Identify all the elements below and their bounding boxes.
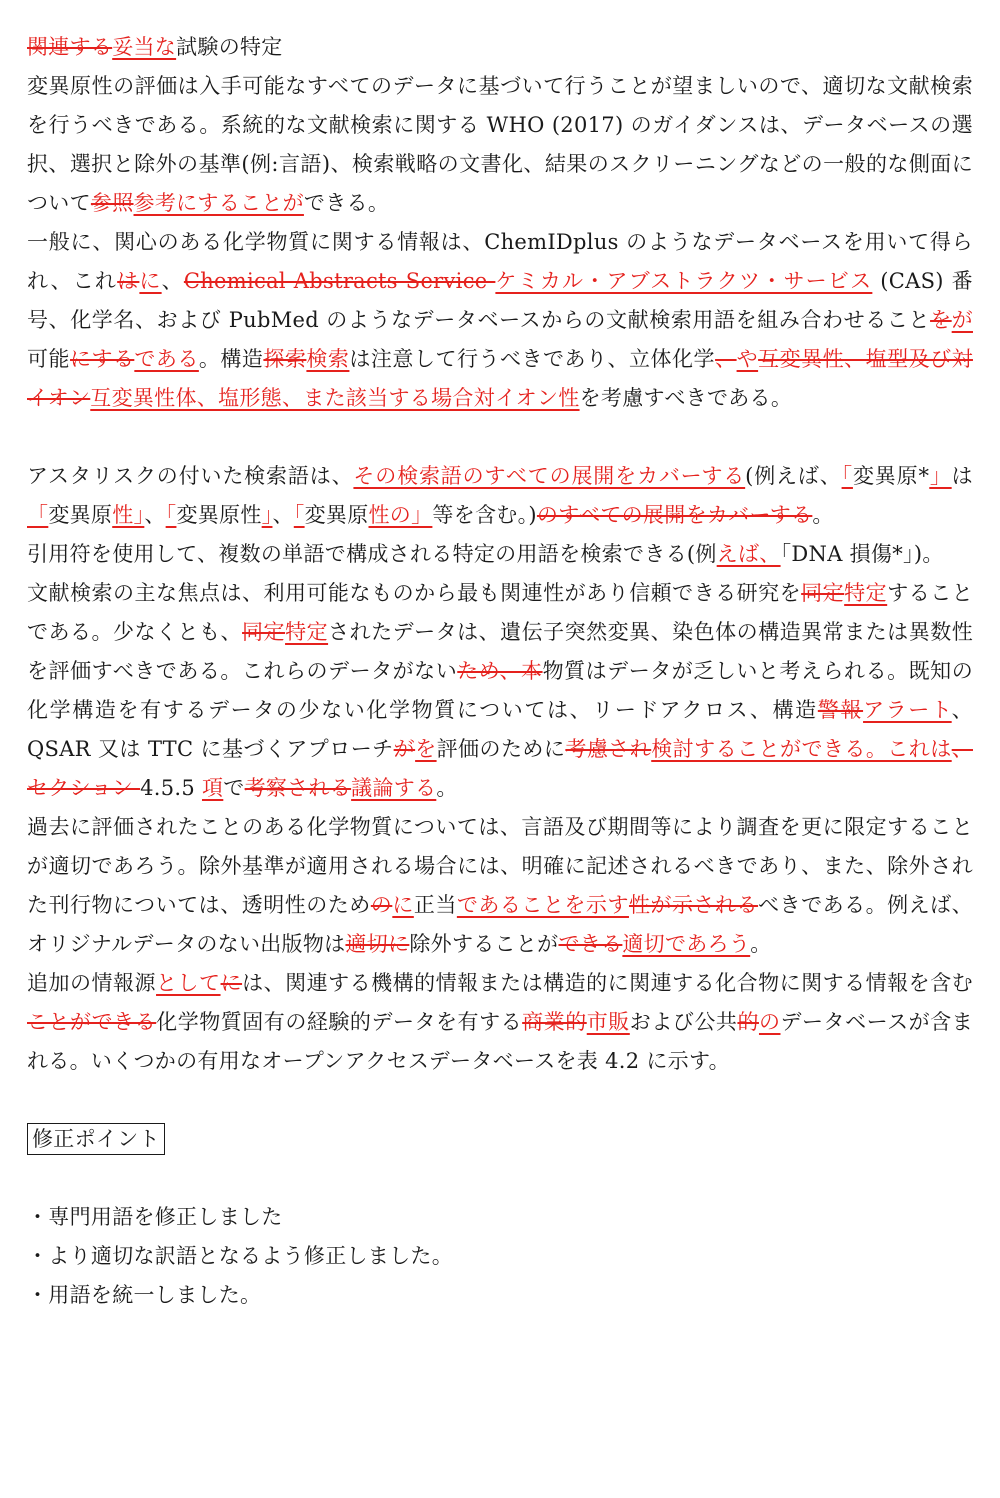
text-run: できる。 [303, 191, 390, 215]
inserted-text: 参考にすることが [133, 191, 304, 215]
inserted-text: として [156, 971, 221, 995]
text-run: (CAS) 番号、化学名、および PubMed のようなデータベースからの文献検索用語を組み合わせること [27, 269, 973, 332]
inserted-text: 適切であろう [622, 932, 751, 956]
deleted-text: Chemical Abstracts Service [183, 269, 496, 293]
deleted-text: を [930, 308, 952, 332]
deleted-text: 考察される [244, 776, 352, 800]
deleted-text: ため、本 [457, 659, 543, 683]
deleted-text: 適切に [345, 932, 410, 956]
deleted-text: 考慮され [565, 737, 652, 761]
text-run: 、 [272, 503, 294, 527]
text-run: 試験の特定 [176, 35, 283, 59]
text-run: 等を含む。) [432, 503, 537, 527]
text-run: 一般に、関心のある化学物質に関する情報は、ChemIDplus のようなデータベースを用いて得られ、これ [27, 230, 973, 293]
inserted-text: 互変異性体、塩形態、また該当する場合対イオン性 [90, 386, 580, 410]
text-run: 変異原性 [176, 503, 262, 527]
inserted-text: ケミカル・アブストラクツ・サービス [495, 269, 873, 293]
text-run: 、 [144, 503, 166, 527]
document-body [27, 28, 973, 1315]
text-run: 物質はデータが乏しいと考えられる。既知の化学構造を有するデータの少ない化学物質については、リードアクロス、構造 [27, 659, 973, 722]
revision-point: ・用語を統一しました。 [27, 1283, 262, 1307]
deleted-text: 的 [737, 1010, 759, 1034]
paragraph [27, 457, 973, 535]
text-run: データベースが含まれる。いくつかの有用なオープンアクセスデータベースを表 4.2 に示す。 [27, 1010, 973, 1073]
deleted-text: のすべての展開をカバーする [536, 503, 813, 527]
text-run: 、 [161, 269, 184, 293]
inserted-text: 「 [27, 503, 49, 527]
inserted-text: 」 [261, 503, 273, 527]
inserted-text: 性の」 [368, 503, 433, 527]
revision-points-list [27, 1198, 973, 1315]
inserted-text: の [758, 1010, 781, 1034]
deleted-text: 関連する [27, 35, 113, 59]
text-run: および公共 [629, 1010, 738, 1034]
text-run: 。 [436, 776, 458, 800]
deleted-text: できる [558, 932, 623, 956]
inserted-text: 「 [293, 503, 305, 527]
text-run: 。 [812, 503, 834, 527]
inserted-text: である [134, 347, 199, 371]
deleted-text: ことができる [27, 1010, 157, 1034]
text-run: を考慮すべきである。 [579, 386, 793, 410]
inserted-text: であることを示す [456, 893, 629, 917]
text-run: 「DNA 損傷*」)。 [780, 542, 944, 566]
inserted-text: 特定 [285, 620, 329, 644]
text-run: は注意して行うべきであり、立体化学 [349, 347, 716, 371]
text-run: 。 [750, 932, 772, 956]
text-run: 除外することが [409, 932, 559, 956]
text-run: されたデータは、遺伝子突然変異、染色体の構造異常または異数性を評価すべきである。これらのデータがない [27, 620, 973, 683]
inserted-text: 検索 [306, 347, 350, 371]
deleted-text: の [370, 893, 393, 917]
text-run: は [951, 464, 973, 488]
inserted-text: 」 [929, 464, 952, 488]
paragraph [27, 574, 973, 808]
deleted-text: 参照 [90, 191, 134, 215]
text-run: 変異原* [852, 464, 930, 488]
deleted-text: 性が示される [628, 893, 759, 917]
inserted-text: 「 [841, 464, 853, 488]
text-run: 。構造 [198, 347, 264, 371]
paragraph [27, 964, 973, 1081]
inserted-text: 市販 [586, 1010, 630, 1034]
deleted-text: 、セクション [27, 737, 973, 800]
text-run: は、関連する機構的情報または構造的に関連する化合物に関する情報を含む [242, 971, 973, 995]
inserted-text: 検討することができる。これは [651, 737, 952, 761]
deleted-text: 、 [715, 347, 737, 371]
text-run: 4.5.5 [140, 776, 202, 800]
text-run: 過去に評価されたことのある化学物質については、言語及び期間等により調査を更に限定することが適切であろう。除外基準が適用される場合には、明確に記述されるべきであり、また、除外された刊行物については、透明性のため [27, 815, 973, 917]
revision-points-title: 修正ポイント [27, 1123, 165, 1155]
text-run: 、QSAR 又は TTC に基づくアプローチ [27, 698, 973, 761]
text-run: 文献検索の主な焦点は、利用可能なものから最も関連性があり信頼できる研究を [27, 581, 802, 605]
inserted-text: アラート [863, 698, 952, 722]
revised-text [27, 28, 973, 1081]
text-run: することである。少なくとも、 [27, 581, 973, 644]
text-run: 可能 [27, 347, 71, 371]
deleted-text: が [393, 737, 416, 761]
inserted-text: に [139, 269, 162, 293]
inserted-text: 「 [165, 503, 177, 527]
section-heading [27, 28, 973, 67]
revision-point: ・より適切な訳語となるよう修正しました。 [27, 1244, 453, 1268]
text-run: 引用符を使用して、複数の単語で構成される特定の用語を検索できる(例 [27, 542, 717, 566]
inserted-text: 項 [201, 776, 224, 800]
revision-points-heading [27, 1120, 973, 1159]
inserted-text: を [415, 737, 437, 761]
inserted-text: に [392, 893, 414, 917]
deleted-text: 警報 [817, 698, 864, 722]
deleted-text: にする [70, 347, 135, 371]
deleted-text: は [117, 269, 140, 293]
text-run: 変異原 [48, 503, 113, 527]
revision-point: ・専門用語を修正しました [27, 1205, 283, 1229]
text-run: 正当 [413, 893, 457, 917]
inserted-text: 妥当な [112, 35, 177, 59]
paragraph [27, 535, 973, 574]
text-run: 変異原 [304, 503, 369, 527]
deleted-text: 商業的 [522, 1010, 587, 1034]
text-run: べきである。例えば、オリジナルデータのない出版物は [27, 893, 973, 956]
text-run: 追加の情報源 [27, 971, 157, 995]
text-run: 評価のために [436, 737, 566, 761]
inserted-text: 議論する [351, 776, 437, 800]
text-run: アスタリスクの付いた検索語は、 [27, 464, 354, 488]
inserted-text: 特定 [844, 581, 888, 605]
paragraph [27, 67, 973, 223]
deleted-text: 探索 [263, 347, 307, 371]
text-run: 変異原性の評価は入手可能なすべてのデータに基づいて行うことが望ましいので、適切な文献検索を行うべきである。系統的な文献検索に関する WHO (2017) のガイダンスは、データベースの選択、選択と除外の基準(例:言語)、検索戦略の文書化、結果のスクリーニングなどの一般的な側面について [27, 74, 973, 215]
deleted-text: 同定 [801, 581, 845, 605]
inserted-text: や [736, 347, 759, 371]
deleted-text: に [220, 971, 243, 995]
inserted-text: 性」 [112, 503, 145, 527]
deleted-text: 互変異性、塩型及び対イオン [27, 347, 973, 410]
text-run: で [223, 776, 245, 800]
deleted-text: 同定 [242, 620, 286, 644]
inserted-text: えば、 [716, 542, 781, 566]
paragraph [27, 223, 973, 418]
inserted-text: が [951, 308, 973, 332]
text-run: 化学物質固有の経験的データを有する [156, 1010, 523, 1034]
paragraph [27, 808, 973, 964]
text-run: (例えば、 [745, 464, 842, 488]
inserted-text: その検索語のすべての展開をカバーする [353, 464, 746, 488]
